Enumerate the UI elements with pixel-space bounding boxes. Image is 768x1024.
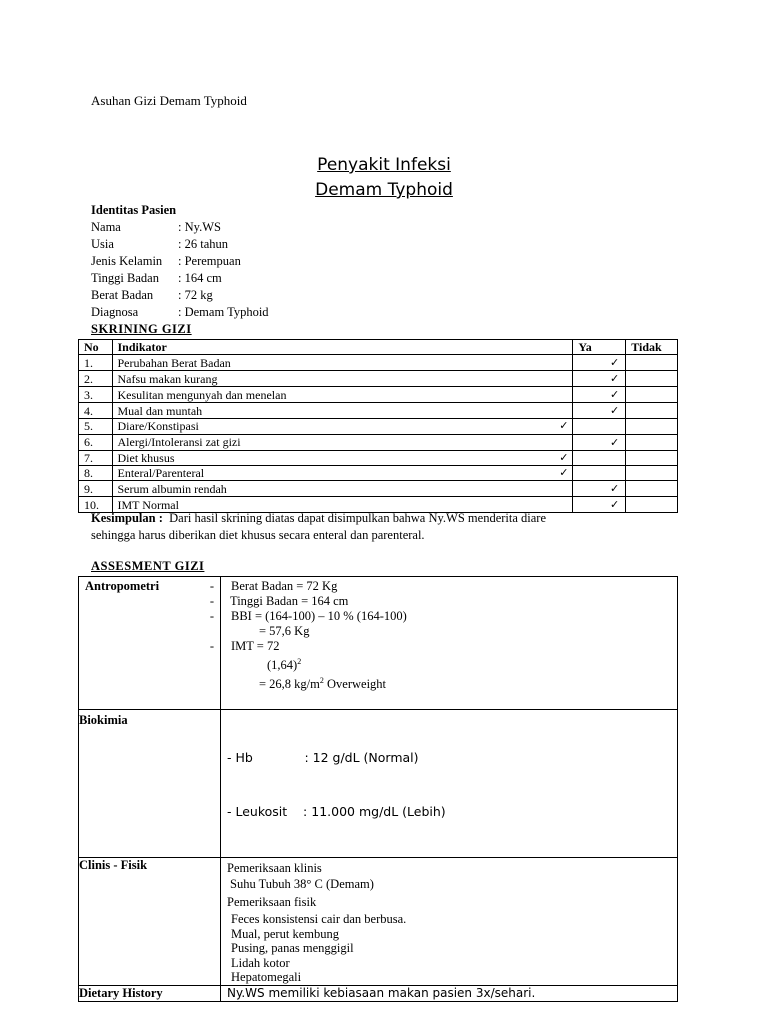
identitas-row [91,304,269,321]
check-mark-icon: ✓ [609,498,620,512]
row-indikator-cell [112,450,573,465]
identitas-value: : Perempuan [178,254,241,268]
row-indikator-cell [112,355,573,371]
row-ya [573,387,626,403]
table-header-row [79,340,678,355]
identitas-label: Tinggi Badan [91,271,159,285]
row-no: 6. [79,434,113,450]
title-line-1: Penyakit Infeksi [317,155,451,175]
row-indikator-cell [112,371,573,387]
check-mark-icon: ✓ [609,482,620,496]
identitas-label: Berat Badan [91,288,154,302]
kesimpulan-text-2: sehingga harus diberikan diet khusus secara enteral dan parenteral. [91,528,425,542]
dietary-text: Ny.WS memiliki kebiasaan makan pasien 3x/sehari. [221,985,678,1001]
antropometri-imt: IMT = 72 [231,639,280,653]
row-no: 2. [79,371,113,387]
table-row [79,450,678,465]
row-indikator: IMT Normal [117,497,179,512]
col-ya: Ya [573,340,626,355]
antropometri-imt-result [231,673,677,692]
skrining-table [78,339,678,513]
identitas-heading: Identitas Pasien [91,203,177,217]
kesimpulan-label: Kesimpulan : [91,511,163,525]
antropometri-label-cell [79,577,221,710]
row-no: 3. [79,387,113,403]
table-row [79,481,678,497]
row-no: 10. [79,497,113,513]
identitas-label: Diagnosa [91,305,139,319]
imt-result: = 26,8 kg/m [259,677,320,692]
row-indikator: Serum albumin rendah [117,481,227,496]
clinis-row [79,858,678,986]
identitas-label: Usia [91,237,114,251]
row-indikator-cell [112,403,573,419]
identitas-value: : 26 tahun [178,237,228,251]
antropometri-dashes [210,579,214,654]
antropometri-bbi-result: = 57,6 Kg [259,624,310,638]
biokimia-label: Biokimia [79,710,221,858]
identitas-block [91,202,269,321]
col-tidak: Tidak [626,340,678,355]
assessment-heading: ASSESMENT GIZI [91,559,205,573]
row-indikator: Perubahan Berat Badan [117,355,231,370]
row-ya [573,419,626,434]
row-indikator-cell [112,387,573,403]
col-no: No [79,340,113,355]
clinis-fisik-list [227,912,677,985]
antropometri-bb: Berat Badan = 72 Kg [231,579,338,593]
antropometri-bbi: BBI = (164-100) – 10 % (164-100) [231,609,407,623]
table-row [79,434,678,450]
row-ya [573,450,626,465]
row-ya [573,371,626,387]
dietary-label: Dietary History [79,985,221,1001]
identitas-row [91,219,269,236]
table-row [79,465,678,480]
table-row [79,387,678,403]
row-indikator: Diet khusus [117,450,175,465]
list-item: Feces konsistensi cair dan berbusa. [231,912,407,926]
row-tidak [626,450,678,465]
row-tidak [626,387,678,403]
check-mark-icon: ✓ [609,356,620,370]
row-no: 1. [79,355,113,371]
biokimia-hb: - Hb : 12 g/dL (Normal) [227,750,419,765]
check-mark-icon: ✓ [609,372,620,386]
row-ya [573,481,626,497]
row-no: 7. [79,450,113,465]
row-indikator: Diare/Konstipasi [117,419,199,434]
kesimpulan [91,510,681,544]
row-no: 9. [79,481,113,497]
identitas-row [91,253,269,270]
identitas-row [91,270,269,287]
check-mark-icon: ✓ [609,404,620,418]
clinis-fisik-head: Pemeriksaan fisik [227,895,317,909]
identitas-value: : Ny.WS [178,220,221,234]
row-tidak [626,355,678,371]
table-row [79,403,678,419]
row-indikator: Mual dan muntah [117,403,203,418]
table-row [79,355,678,371]
skrining-heading: SKRINING GIZI [91,322,192,336]
identitas-row [91,287,269,304]
row-ya [573,355,626,371]
row-no: 8. [79,465,113,480]
antropometri-row [79,577,678,710]
list-item: Hepatomegali [231,970,302,984]
antropometri-tb: Tinggi Badan = 164 cm [230,594,349,608]
row-indikator: Nafsu makan kurang [117,371,218,386]
imt-status: Overweight [323,677,387,692]
clinis-value-cell [221,858,678,986]
row-no: 4. [79,403,113,419]
check-mark-icon: ✓ [559,465,569,479]
dash: - [209,579,214,593]
antropometri-imt-denominator [231,654,677,673]
list-item: Pusing, panas menggigil [231,941,354,955]
clinis-klinis-head: Pemeriksaan klinis [227,861,322,875]
row-indikator-cell [112,465,573,480]
row-tidak [626,403,678,419]
identitas-row [91,236,269,253]
dietary-row [79,985,678,1001]
row-indikator-cell [112,434,573,450]
identitas-label: Jenis Kelamin [91,254,163,268]
identitas-label: Nama [91,220,121,234]
check-mark-icon: ✓ [609,435,620,449]
imt-unit-exp: 2 [319,676,324,686]
row-tidak [626,419,678,434]
row-ya [573,434,626,450]
running-title: Asuhan Gizi Demam Typhoid [91,93,247,108]
biokimia-value-cell [221,710,678,858]
row-tidak [626,465,678,480]
check-mark-icon: ✓ [559,450,569,464]
identitas-value: : 72 kg [178,288,213,302]
row-indikator: Kesulitan mengunyah dan menelan [117,387,287,402]
table-row [79,419,678,434]
imt-exp: 2 [297,657,302,666]
dash: - [209,639,214,653]
imt-denom: (1,64) [267,658,298,673]
row-indikator-cell [112,481,573,497]
antropometri-value-cell [221,577,678,710]
row-no: 5. [79,419,113,434]
dash: - [209,609,214,623]
list-item: Mual, perut kembung [231,926,339,941]
row-indikator-cell [112,419,573,434]
biokimia-row [79,710,678,858]
check-mark-icon: ✓ [559,419,569,433]
row-ya [573,465,626,480]
identitas-value: : Demam Typhoid [178,305,269,319]
identitas-value: : 164 cm [178,271,222,285]
biokimia-leukosit: - Leukosit : 11.000 mg/dL (Lebih) [227,804,446,819]
row-tidak [626,434,678,450]
title-line-2: Demam Typhoid [315,180,453,200]
row-tidak [626,481,678,497]
table-row [79,371,678,387]
row-tidak [626,371,678,387]
col-indikator: Indikator [112,340,573,355]
row-ya [573,403,626,419]
clinis-suhu: Suhu Tubuh 38° C (Demam) [230,877,374,891]
assessment-table [78,576,678,1002]
antropometri-label: Antropometri [85,579,160,593]
check-mark-icon: ✓ [609,388,620,402]
list-item: Lidah kotor [231,955,290,970]
row-indikator: Alergi/Intoleransi zat gizi [117,435,241,450]
dash: - [209,594,214,608]
clinis-label: Clinis - Fisik [79,858,221,986]
row-indikator: Enteral/Parenteral [117,466,205,481]
kesimpulan-text-1: Dari hasil skrining diatas dapat disimpulkan bahwa Ny.WS menderita diare [169,511,547,525]
